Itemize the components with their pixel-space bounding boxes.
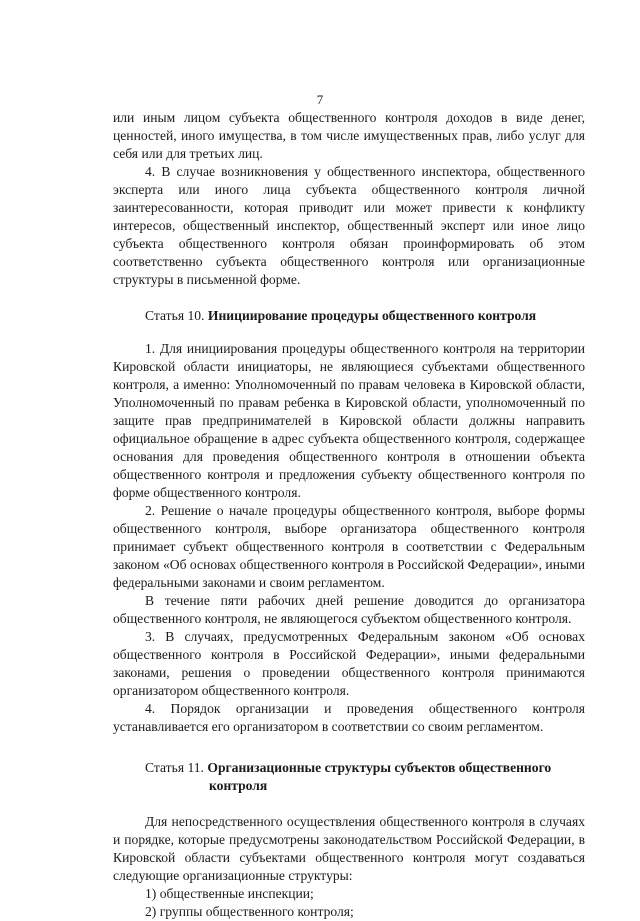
- article-10-paragraph-4: 4. Порядок организации и проведения общественного контроля устанавливается его организатором в соответствии со своим регламентом.: [113, 701, 585, 734]
- article-11-prefix: Статья 11.: [145, 760, 204, 775]
- paragraph-continued: или иным лицом субъекта общественного контроля доходов в виде денег, ценностей, иного имущества, в том числе имущественных прав, либо услуг для себя или для третьих лиц.: [113, 110, 585, 161]
- article-11-heading: [113, 759, 585, 795]
- list-item: 2) группы общественного контроля;: [145, 904, 354, 919]
- article-10-paragraph-2: 2. Решение о начале процедуры общественного контроля, выборе формы общественного контроля, выборе организатора общественного контроля принимает субъект общественного контроля в соответствии с Федеральным законом «Об основах общественного контроля в Российской Федерации», иными федеральными законами и своим регламентом.: [113, 503, 585, 590]
- article-11-title-line2: контроля: [209, 778, 268, 793]
- page-number: 7: [316, 92, 324, 107]
- list-item: 1) общественные инспекции;: [145, 886, 314, 901]
- article-10-prefix: Статья 10.: [145, 308, 205, 323]
- article-11-title-line1: Организационные структуры субъектов общественного: [207, 760, 552, 775]
- document-body: [113, 109, 585, 921]
- article-10-paragraph-3: 3. В случаях, предусмотренных Федеральным законом «Об основах общественного контроля в Российской Федерации», иными федеральными законами, решения о проведении общественного контроля принимаются организатором общественного контроля.: [113, 629, 585, 698]
- article-11-paragraph-1: Для непосредственного осуществления общественного контроля в случаях и порядке, которые предусмотрены законодательством Российской Федерации, в Кировской области субъектами общественного контроля могут создаваться следующие организационные структуры:: [113, 814, 585, 883]
- article-10-paragraph-1: 1. Для инициирования процедуры общественного контроля на территории Кировской области инициаторы, не являющиеся субъектами общественного контроля, а именно: Уполномоченный по правам человека в Кировской области, Уполномоченный по правам ребенка в Кировской области, уполномоченный по защите прав предпринимателей в Кировской области должны направить официальное обращение в адрес субъекта общественного контроля, содержащее основания для проведения общественного контроля в отношении объекта общественного контроля и предложения субъекту общественного контроля по форме общественного контроля.: [113, 341, 585, 500]
- article-10-paragraph-2b: В течение пяти рабочих дней решение доводится до организатора общественного контроля, не являющегося субъектом общественного контроля.: [113, 593, 585, 626]
- article-10-title: Инициирование процедуры общественного контроля: [207, 308, 537, 323]
- article-10-heading: [113, 307, 585, 325]
- paragraph-conflict-of-interest: 4. В случае возникновения у общественного инспектора, общественного эксперта или иного лица субъекта общественного контроля личной заинтересованности, которая приводит или может привести к конфликту интересов, общественный инспектор, общественный эксперт или иное лицо субъекта общественного контроля обязан проинформировать об этом соответственно субъекта общественного контроля или организационные структуры в письменной форме.: [113, 164, 585, 287]
